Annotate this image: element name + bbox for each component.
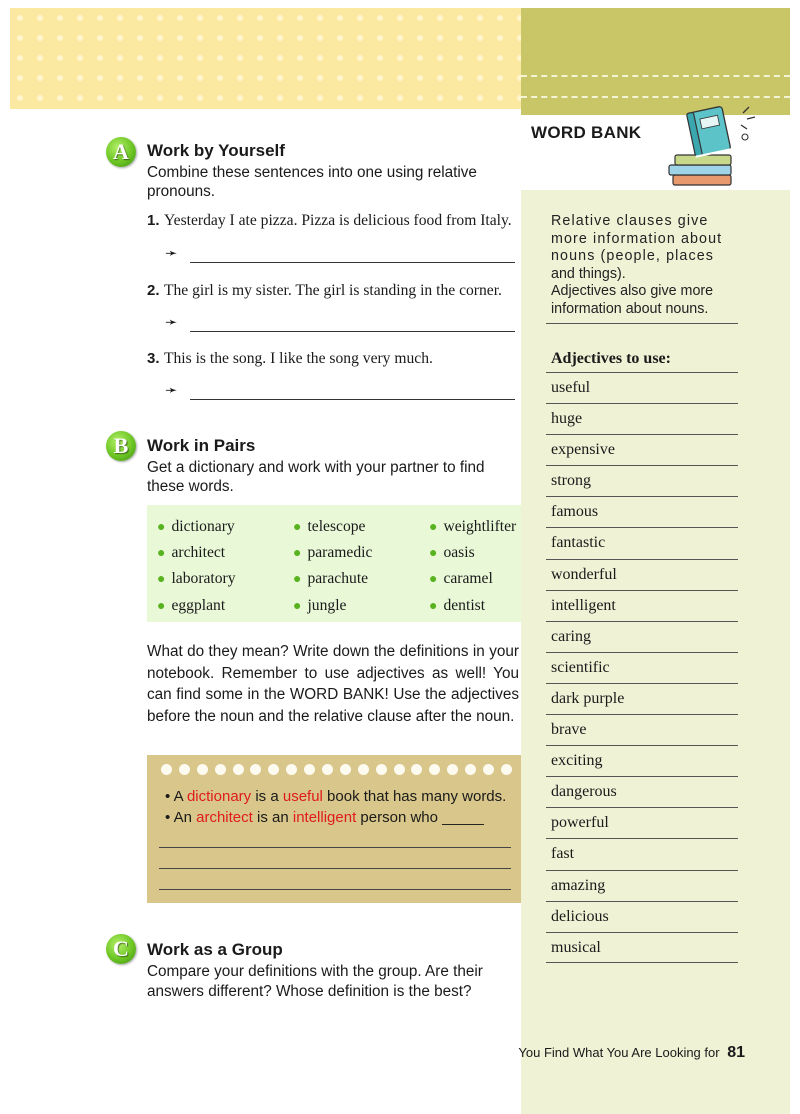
vocabulary-word: ● eggplant (157, 596, 226, 614)
adjective-item: musical (546, 932, 738, 963)
arrow-icon: ➛ (165, 314, 178, 331)
adjective-item: famous (546, 496, 738, 527)
answer-row-1[interactable] (165, 245, 515, 265)
word-bank-sidebar (521, 8, 790, 1114)
exercise-2 (147, 282, 519, 300)
exercise-sentence: The girl is my sister. The girl is standing in the corner. (163, 282, 502, 299)
adjectives-heading: Adjectives to use: (551, 350, 671, 367)
section-a-badge: A (106, 137, 136, 167)
bullet-icon: ● (429, 598, 438, 614)
arrow-icon: ➛ (165, 382, 178, 399)
books-icon (661, 103, 761, 195)
writing-line[interactable] (159, 889, 511, 890)
vocabulary-box (147, 505, 521, 622)
word-bank-title: WORD BANK (531, 123, 642, 142)
page-number: 81 (727, 1044, 745, 1061)
answer-line (190, 262, 515, 263)
adjectives-list (546, 372, 738, 963)
vocabulary-word: ● jungle (293, 596, 347, 614)
exercise-number: 2. (147, 282, 160, 299)
bullet-icon: ● (157, 546, 166, 562)
vocabulary-word: ● weightlifter (429, 518, 517, 535)
highlighted-noun: dictionary (186, 788, 252, 805)
section-a-instructions: Combine these sentences into one using relative pronouns. (147, 164, 477, 200)
vocabulary-word: ● paramedic (293, 544, 373, 562)
vocabulary-word: ● dentist (429, 596, 486, 614)
section-c-title: Work as a Group (147, 940, 283, 959)
info-line: more information about (551, 230, 723, 247)
adjective-item: expensive (546, 434, 738, 465)
exercise-3 (147, 350, 519, 368)
answer-row-2[interactable] (165, 314, 515, 334)
section-b-title: Work in Pairs (147, 436, 256, 455)
answer-line (190, 331, 515, 332)
bullet-icon: ● (293, 520, 302, 535)
vocabulary-column (429, 514, 516, 619)
exercise-sentence: This is the song. I like the song very much. (163, 350, 433, 367)
adjective-item: dark purple (546, 683, 738, 714)
exercise-number: 1. (147, 212, 160, 229)
info-line: nouns (people, places (551, 248, 714, 265)
section-a-title: Work by Yourself (147, 141, 285, 160)
adjective-item: fast (546, 838, 738, 869)
adjective-item: strong (546, 465, 738, 496)
adjective-item: dangerous (546, 776, 738, 807)
info-line: and things). (551, 265, 626, 282)
footer-text: You Find What You Are Looking for (518, 1045, 720, 1060)
highlighted-adjective: useful (282, 788, 323, 805)
vocabulary-word: ● laboratory (157, 570, 236, 588)
notebook-holes (161, 764, 512, 776)
info-line: information about nouns. (551, 300, 709, 317)
vocabulary-word: ● telescope (293, 518, 366, 535)
page-footer (518, 1044, 745, 1062)
section-c-badge: C (106, 934, 136, 964)
info-line: Relative clauses give (551, 213, 709, 229)
adjective-item: huge (546, 403, 738, 434)
sidebar-header (521, 8, 790, 115)
adjective-item: caring (546, 621, 738, 652)
adjective-item: intelligent (546, 590, 738, 621)
word-bank-info (551, 213, 738, 319)
adjective-item: useful (546, 372, 738, 403)
adjective-item: brave (546, 714, 738, 745)
highlighted-noun: architect (196, 809, 253, 826)
adjective-item: delicious (546, 901, 738, 932)
section-b-badge: B (106, 431, 136, 461)
answer-row-3[interactable] (165, 382, 515, 402)
bullet-icon: ● (293, 572, 302, 588)
section-c-instructions: Compare your definitions with the group. Are their answers different? Whose definition is the best? (147, 963, 483, 1000)
exercise-1 (147, 212, 519, 230)
bullet-icon: ● (293, 546, 302, 562)
highlighted-adjective: intelligent (292, 809, 357, 826)
vocabulary-word: ● dictionary (157, 518, 235, 535)
bullet-icon: ● (157, 598, 166, 614)
example-sentence-1: • A dictionary is a useful book that has many words. (165, 788, 507, 805)
adjective-item: exciting (546, 745, 738, 776)
word-bank-title-area (521, 115, 790, 190)
vocabulary-word: ● parachute (293, 570, 369, 588)
arrow-icon: ➛ (165, 245, 178, 262)
exercise-sentence: Yesterday I ate pizza. Pizza is delicious food from Italy. (163, 212, 512, 229)
adjective-item: scientific (546, 652, 738, 683)
top-banner (10, 8, 521, 109)
writing-line[interactable] (159, 847, 511, 848)
bullet-icon: ● (157, 520, 166, 535)
adjective-item: amazing (546, 870, 738, 901)
dashed-divider (521, 75, 790, 77)
notebook-example (147, 755, 521, 903)
vocabulary-word: ● architect (157, 544, 226, 562)
bullet-icon: ● (157, 572, 166, 588)
bullet-icon: ● (429, 572, 438, 588)
adjective-item: powerful (546, 807, 738, 838)
adjective-item: fantastic (546, 527, 738, 558)
example-sentence-2: • An architect is an intelligent person who _____ (165, 809, 484, 826)
section-b-instructions: Get a dictionary and work with your partner to find these words. (147, 459, 485, 495)
divider (546, 323, 738, 324)
vocabulary-word: ● caramel (429, 570, 493, 588)
dashed-divider (521, 96, 790, 98)
vocabulary-column (293, 514, 372, 619)
vocabulary-word: ● oasis (429, 544, 475, 562)
answer-line (190, 399, 515, 400)
writing-line[interactable] (159, 868, 511, 869)
adjective-item: wonderful (546, 559, 738, 590)
bullet-icon: ● (429, 546, 438, 562)
definitions-paragraph: What do they mean? Write down the definitions in your notebook. Remember to use adjectives as well! You can find some in the WORD BANK! Use the adjectives before the noun and the relative clause after the noun. (147, 643, 519, 725)
vocabulary-column (157, 514, 236, 619)
bullet-icon: ● (429, 520, 438, 535)
bullet-icon: ● (293, 598, 302, 614)
info-line: Adjectives also give more (551, 283, 714, 300)
exercise-number: 3. (147, 350, 160, 367)
